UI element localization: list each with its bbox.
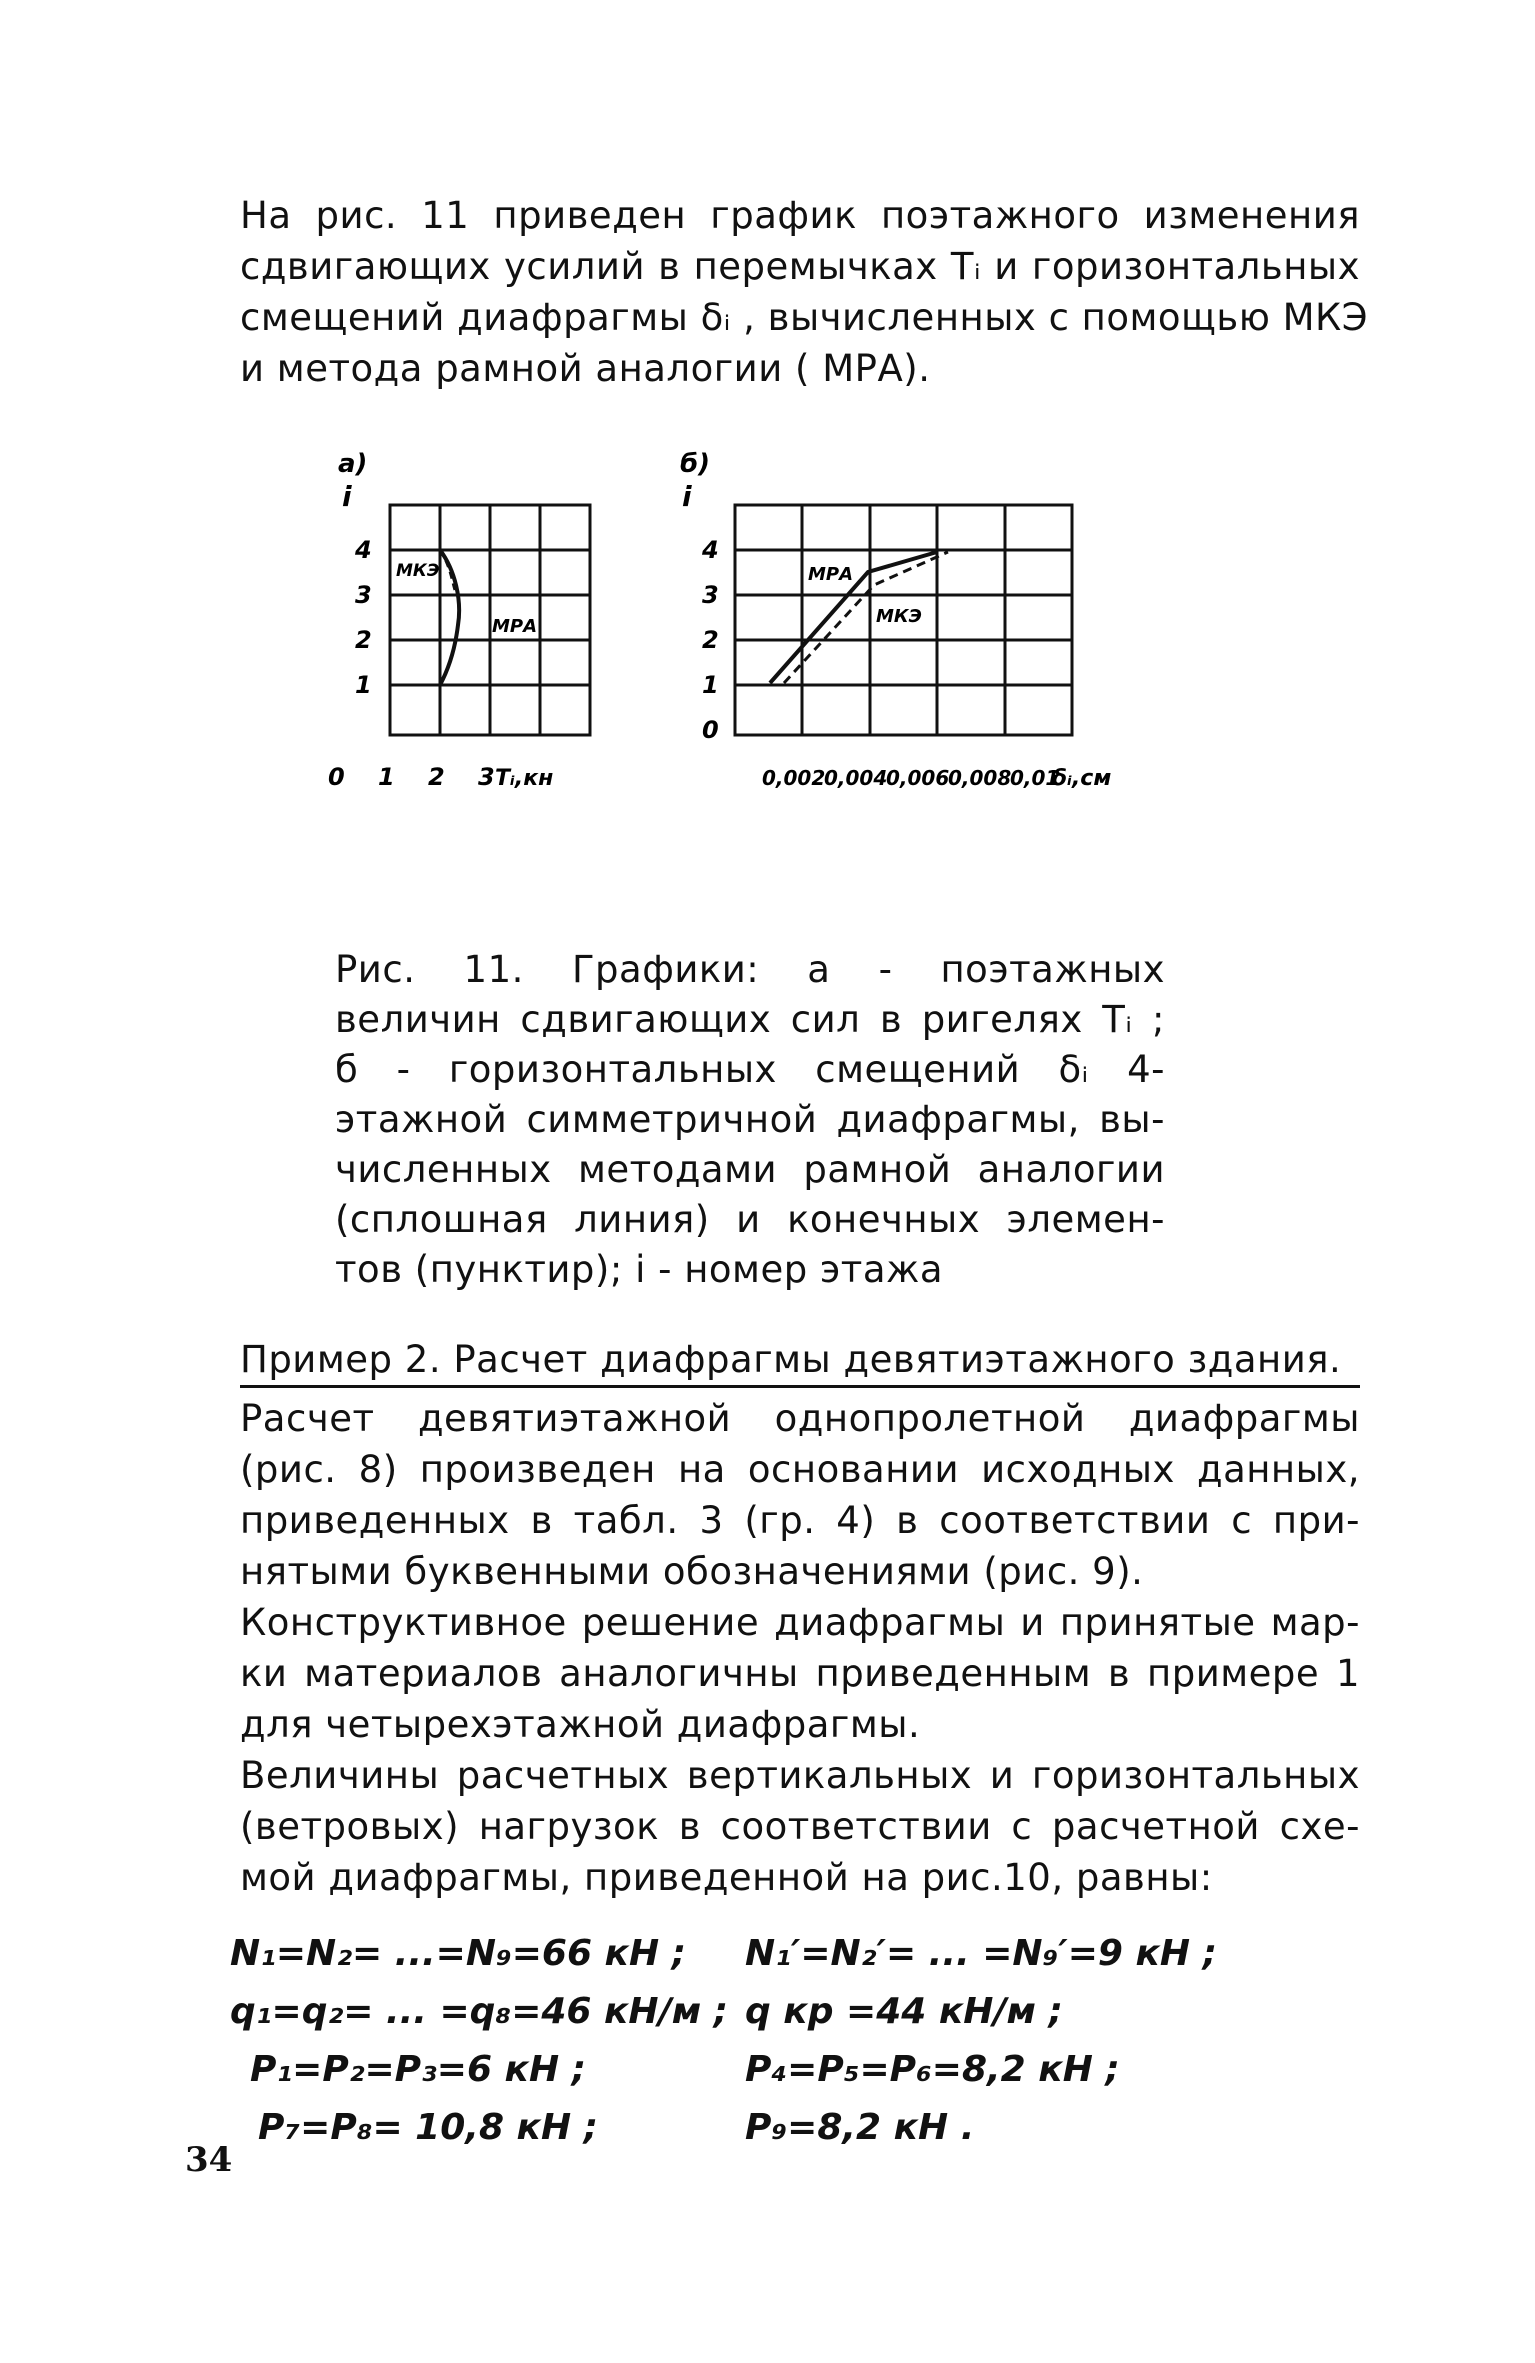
figure-b-y-tick-3: 3 xyxy=(702,581,719,609)
intro-line-3: смещений диафрагмы δᵢ , вычисленных с помощью МКЭ xyxy=(240,296,1369,339)
para2-line-3: приведенных в табл. 3 (гр. 4) в соответствии с при- xyxy=(240,1499,1360,1542)
para3-line-1: Конструктивное решение диафрагмы и принятые мар- xyxy=(240,1601,1360,1644)
figure-a-y-tick-3: 3 xyxy=(355,581,372,609)
paragraph-loads xyxy=(240,1750,1360,1903)
para4-line-1: Величины расчетных вертикальных и горизонтальных xyxy=(240,1754,1360,1797)
caption-line-5: численных методами рамной аналогии xyxy=(335,1148,1165,1191)
caption-line-4: этажной симметричной диафрагмы, вы- xyxy=(335,1098,1165,1141)
figure-a-x-tick-1: 1 xyxy=(378,763,395,791)
para2-line-1: Расчет девятиэтажной однопролетной диафрагмы xyxy=(240,1397,1360,1440)
figure-b-x-tick-2: 0,004 xyxy=(824,766,888,790)
figure-a-x-axis-label: Tᵢ,кн xyxy=(495,766,554,791)
formula-q-kr: q кр =44 кН/м ; xyxy=(745,1991,1063,2032)
page-number: 34 xyxy=(185,2140,233,2180)
figure-b xyxy=(680,449,1111,791)
figure-b-panel-label: б) xyxy=(680,449,711,479)
paragraph-construction xyxy=(240,1597,1360,1750)
figure-b-y-tick-1: 1 xyxy=(702,671,719,699)
para4-line-3: мой диафрагмы, приведенной на рис.10, равны: xyxy=(240,1856,1213,1899)
para4-line-2: (ветровых) нагрузок в соответствии с расчетной схе- xyxy=(240,1805,1360,1848)
figure-a-x-tick-0: 0 xyxy=(328,763,345,791)
paragraph-calculation xyxy=(240,1393,1360,1597)
figure-caption xyxy=(335,945,1165,1295)
example-heading: Пример 2. Расчет диафрагмы девятиэтажного здания. xyxy=(240,1335,1360,1388)
figure-a-x-tick-2: 2 xyxy=(428,763,445,791)
figure-11-graphs xyxy=(328,440,1200,940)
figure-b-y-tick-0: 0 xyxy=(702,716,719,744)
figure-b-fem-label: МКЭ xyxy=(876,606,922,627)
figure-a-y-tick-2: 2 xyxy=(355,626,372,654)
figure-a-panel-label: а) xyxy=(338,449,368,479)
intro-line-1: На рис. 11 приведен график поэтажного изменения xyxy=(240,194,1360,237)
formula-P123: P₁=P₂=P₃=6 кН ; xyxy=(250,2049,587,2090)
figure-a-frame-curve xyxy=(440,550,459,685)
figure-a-grid xyxy=(390,505,590,735)
formula-row-3 xyxy=(230,2041,1380,2099)
figure-a-x-tick-3: 3 xyxy=(478,763,495,791)
load-formulas xyxy=(230,1925,1380,2157)
figure-a-y-tick-1: 1 xyxy=(355,671,372,699)
formula-q: q₁=q₂= ... =q₈=46 кН/м ; xyxy=(230,1991,729,2032)
figure-b-frame-label: МРА xyxy=(808,564,854,585)
figure-b-x-tick-5: 0,01 xyxy=(1010,766,1060,790)
figure-b-x-tick-1: 0,002 xyxy=(762,766,826,790)
figure-b-x-tick-4: 0,008 xyxy=(948,766,1012,790)
formula-N: N₁=N₂= ...=N₉=66 кН ; xyxy=(230,1933,687,1974)
formula-row-4 xyxy=(230,2099,1380,2157)
formula-row-2 xyxy=(230,1983,1380,2041)
formula-row-1 xyxy=(230,1925,1380,1983)
intro-line-2: сдвигающих усилий в перемычках Tᵢ и горизонтальных xyxy=(240,245,1360,288)
figure-b-y-tick-4: 4 xyxy=(702,536,719,564)
caption-line-3: б - горизонтальных смещений δᵢ 4- xyxy=(335,1048,1165,1091)
para3-line-3: для четырехэтажной диафрагмы. xyxy=(240,1703,921,1746)
formula-P456: P₄=P₅=P₆=8,2 кН ; xyxy=(745,2049,1120,2090)
figure-b-y-axis-label: i xyxy=(682,480,692,513)
figure-a-frame-label: МРА xyxy=(492,616,538,637)
para2-line-4: нятыми буквенными обозначениями (рис. 9). xyxy=(240,1550,1144,1593)
caption-line-1: Рис. 11. Графики: а - поэтажных xyxy=(335,948,1165,991)
figure-b-x-axis-label: δᵢ,см xyxy=(1052,766,1112,791)
caption-line-6: (сплошная линия) и конечных элемен- xyxy=(335,1198,1165,1241)
figure-a-y-tick-4: 4 xyxy=(355,536,372,564)
figure-a-y-axis-label: i xyxy=(342,480,352,513)
intro-line-4: и метода рамной аналогии ( МРА). xyxy=(240,347,931,390)
figure-b-y-tick-2: 2 xyxy=(702,626,719,654)
para2-line-2: (рис. 8) произведен на основании исходных данных, xyxy=(240,1448,1360,1491)
caption-line-2: величин сдвигающих сил в ригелях Tᵢ ; xyxy=(335,998,1165,1041)
para3-line-2: ки материалов аналогичны приведенным в примере 1 xyxy=(240,1652,1360,1695)
figure-a xyxy=(328,449,590,791)
intro-paragraph xyxy=(240,190,1369,394)
formula-P78: P₇=P₈= 10,8 кН ; xyxy=(258,2107,599,2148)
caption-line-7: тов (пунктир); i - номер этажа xyxy=(335,1248,944,1291)
figure-a-fem-label: МКЭ xyxy=(396,561,440,581)
formula-N-prime: N₁′=N₂′= ... =N₉′=9 кН ; xyxy=(745,1933,1217,1974)
figure-b-x-tick-3: 0,006 xyxy=(886,766,950,790)
formula-P9: P₉=8,2 кН . xyxy=(745,2107,975,2148)
